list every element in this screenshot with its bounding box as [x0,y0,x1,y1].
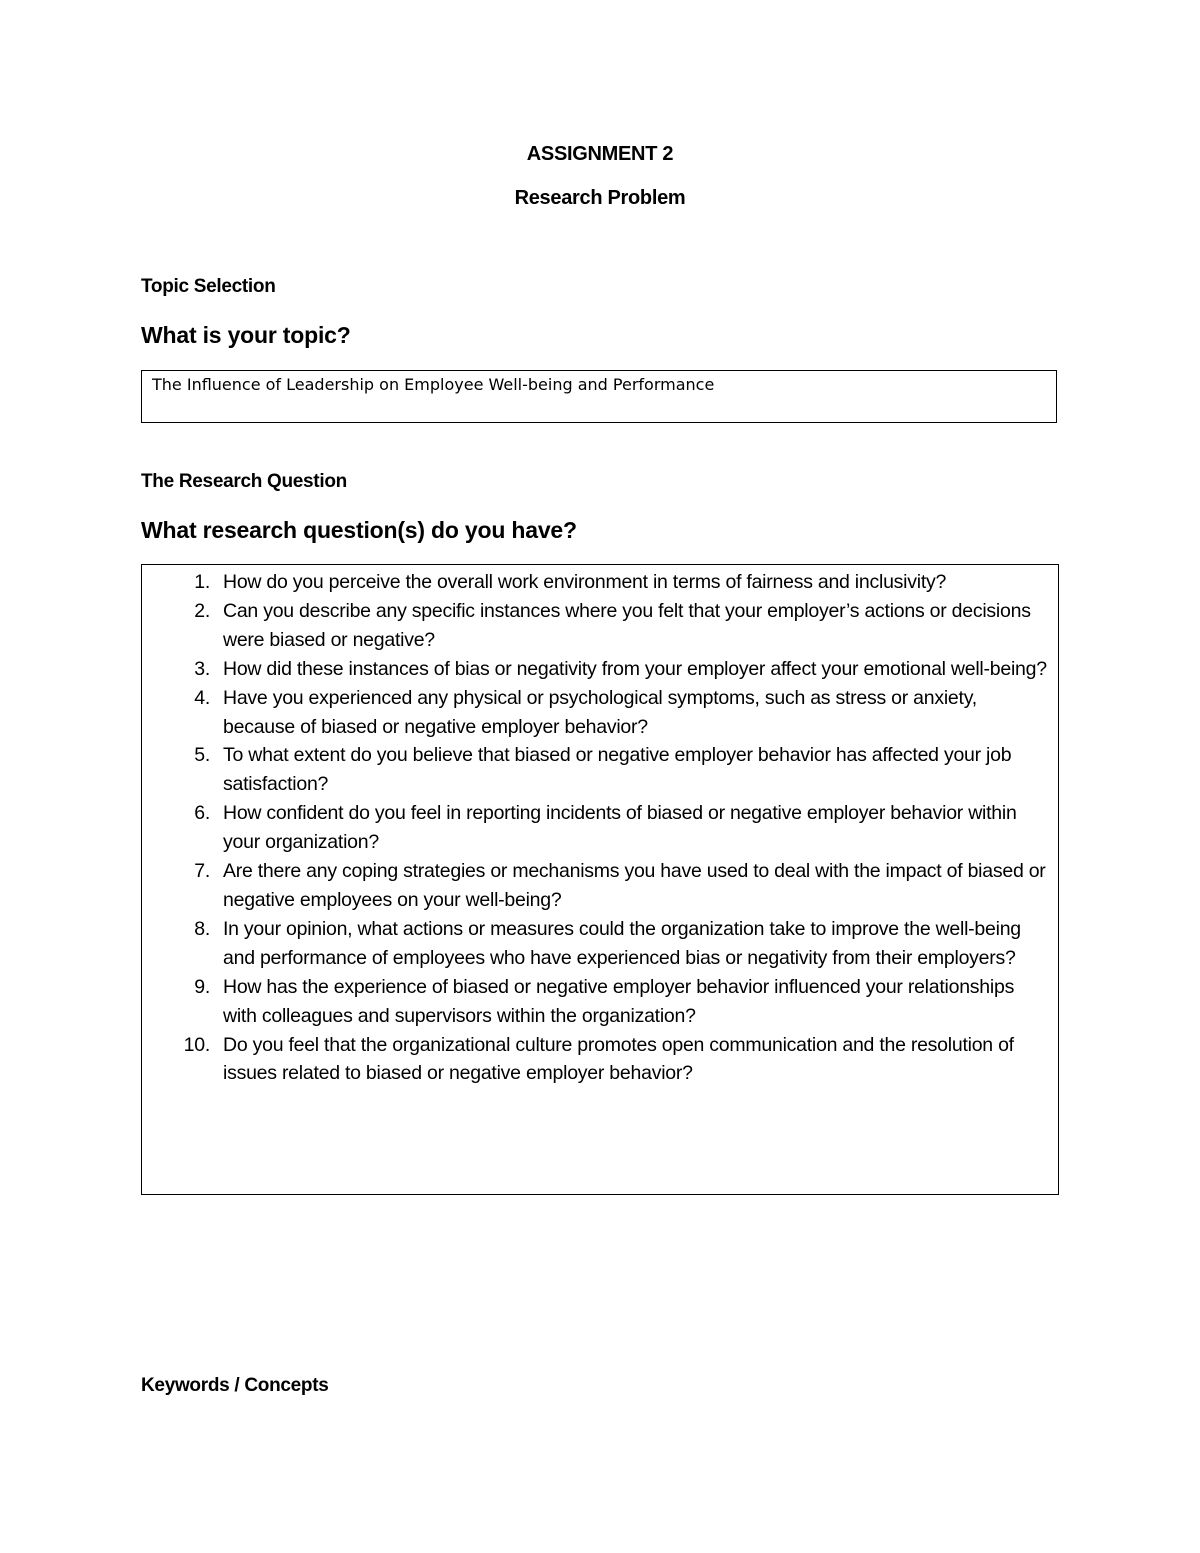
topic-answer-text: The Influence of Leadership on Employee Well-being and Performance [152,375,715,394]
item-text: Are there any coping strategies or mechanisms you have used to deal with the impact of biased or negative employees on your well-being? [223,860,1046,911]
topic-answer-box [141,370,1057,423]
item-number: 8. [194,917,210,940]
item-text: How confident do you feel in reporting incidents of biased or negative employer behavior within your organization? [223,802,1017,854]
research-questions-box [141,564,1059,1195]
topic-selection-label: Topic Selection [141,276,276,297]
research-question-heading: What research question(s) do you have? [141,517,577,543]
item-number: 1. [194,571,210,593]
list-item [142,973,1057,1031]
document-subtitle: Research Problem [514,187,686,209]
item-number: 3. [194,657,210,680]
item-number: 6. [194,802,210,825]
list-item [142,684,1057,742]
item-number: 5. [194,744,210,767]
item-text: Have you experienced any physical or psychological symptoms, such as stress or anxiety, because of biased or negative employer behavior? [223,686,977,738]
research-questions-list [142,568,1057,1088]
item-number: 7. [194,860,210,883]
item-text: Do you feel that the organizational culture promotes open communication and the resolution of issues related to biased or negative employer behavior? [223,1033,1014,1085]
list-item [142,915,1057,973]
list-item [142,799,1057,857]
item-text: In your opinion, what actions or measures could the organization take to improve the well-being and performance of employees who have experienced bias or negativity from their employers? [223,917,1021,969]
item-text: Can you describe any specific instances where you felt that your employer’s actions or decisions were biased or negative? [223,599,1031,651]
item-number: 4. [194,686,210,709]
item-number: 9. [194,975,210,998]
list-item [142,857,1057,915]
item-text: To what extent do you believe that biased or negative employer behavior has affected your job satisfaction? [223,744,1012,796]
item-text: How has the experience of biased or negative employer behavior influenced your relationships with colleagues and supervisors within the organization? [223,975,1015,1027]
topic-question-heading: What is your topic? [141,322,351,348]
item-text: How did these instances of bias or negativity from your employer affect your emotional well-being? [223,657,1047,680]
research-question-label: The Research Question [141,471,347,492]
list-item [142,597,1057,655]
document-title: ASSIGNMENT 2 [526,143,674,165]
item-text: How do you perceive the overall work environment in terms of fairness and inclusivity? [223,571,947,593]
list-item [142,568,1057,597]
item-number: 2. [194,599,210,622]
item-number: 10. [183,1033,210,1056]
keywords-label: Keywords / Concepts [141,1375,329,1396]
list-item [142,655,1057,684]
list-item [142,741,1057,799]
list-item [142,1031,1057,1089]
